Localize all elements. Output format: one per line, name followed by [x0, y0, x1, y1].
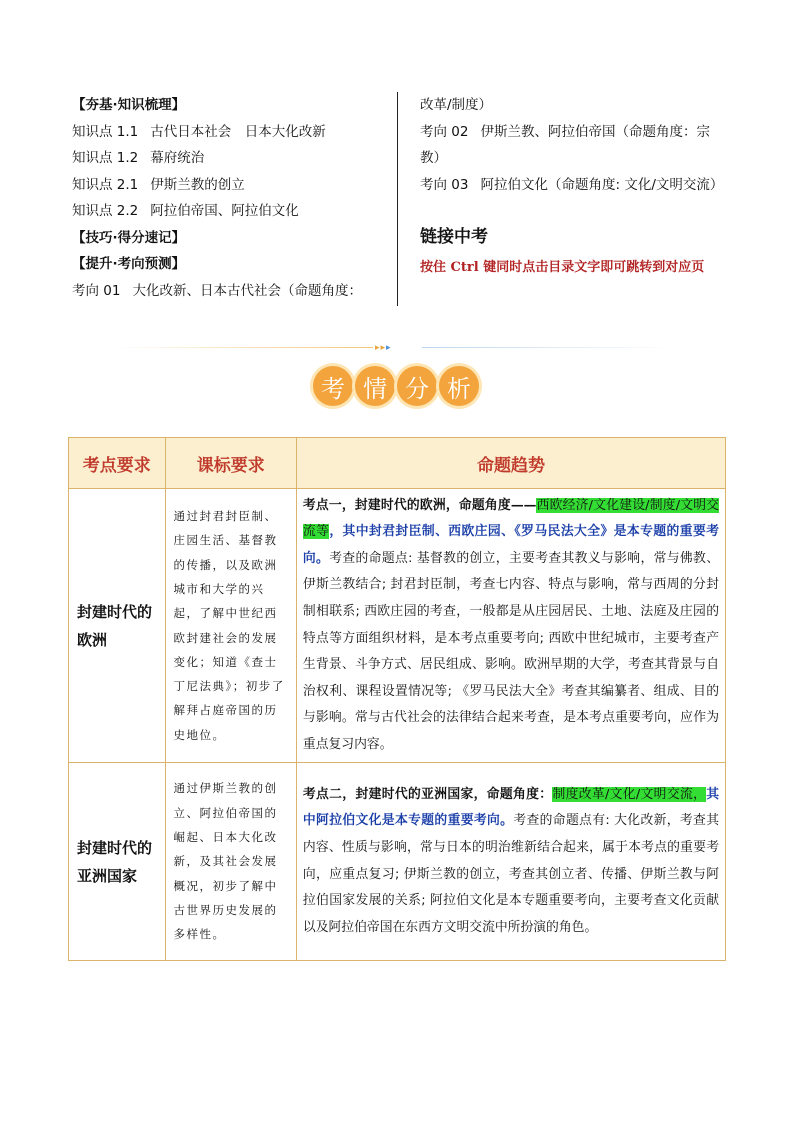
table-row [69, 489, 726, 763]
toc-head-1[interactable]: 【夯基·知识梳理】 [72, 97, 186, 113]
toc-item-kx-01[interactable] [72, 278, 392, 305]
toc-num: 考向 02 [420, 123, 469, 140]
section-divider-right [422, 347, 677, 348]
toc-text: 阿拉伯帝国、阿拉伯文化 [150, 203, 299, 219]
header-topic: 考点要求 [69, 438, 166, 489]
section-badge-char: 析 [439, 366, 479, 406]
analysis-table [68, 437, 726, 961]
topic-cell [69, 489, 166, 763]
standard-cell [165, 489, 296, 763]
topic-cell [69, 763, 166, 961]
toc-text: 伊斯兰教的创立 [150, 176, 245, 193]
trend-lead: 考点一，封建时代的欧洲，命题角度—— [302, 497, 537, 513]
toc-num: 知识点 2.2 [72, 203, 139, 219]
header-trend: 命题趋势 [296, 438, 725, 489]
divider-arrow-icon: ▸▸▸ [375, 343, 392, 353]
toc-right [420, 92, 730, 198]
trend-lead: 考点二，封建时代的亚洲国家，命题角度： [302, 786, 553, 802]
toc-num: 考向 03 [420, 176, 469, 193]
trend-highlight: 西欧经济/文化建设/制度/文明交流等 [302, 497, 720, 540]
trend-text [297, 491, 725, 761]
toc-left [72, 92, 392, 304]
toc-item-kx-03[interactable] [420, 172, 730, 199]
toc-item-kx-01-cont[interactable] [420, 92, 730, 119]
standard-cell [165, 763, 296, 961]
toc-head-2[interactable]: 【技巧·得分速记】 [72, 229, 186, 246]
toc-num: 知识点 1.2 [72, 150, 139, 166]
toc-item-2-1[interactable] [72, 172, 392, 199]
link-title[interactable]: 链接中考 [420, 227, 488, 247]
standard-text: 通过伊斯兰教的创立、阿拉伯帝国的崛起、日本大化改新，及其社会发展概况，初步了解中古世界历史发展的多样性。 [173, 781, 278, 942]
table-header-row [69, 438, 726, 489]
toc-text: 幕府统治 [150, 150, 205, 166]
toc-num: 知识点 2.1 [72, 176, 139, 193]
section-badge-char: 分 [397, 366, 437, 406]
toc-item-kx-02[interactable] [420, 119, 730, 146]
table-row [69, 763, 726, 961]
trend-body: 考查的命题点: 基督教的创立，主要考查其教义与影响，常与佛教、伊斯兰教结合; 封君封臣制，考查七内容、特点与影响，常与西周的分封制相联系; 西欧庄园的考查，一般都是从庄园居民、土地、法庭及庄园的特点等方面组织材料，是本考点重要考向; 西欧中世纪城市，主要考查产生背景、斗争方式、居民组成、影响。欧洲早期的大学，考查其背景与自治权利、课程设置情况等; 《罗马民法大全》考查其编纂者、组成、目的与影响。常与古代社会的法律结合起来考查，是本考点重要考向，应作为重点复习内容。 [302, 550, 719, 752]
trend-emphasis: ，其中封君封臣制、西欧庄园、《罗马民法大全》是本专题的重要考向。 [302, 524, 719, 566]
section-title-badges [313, 366, 479, 406]
header-standard: 课标要求 [165, 438, 296, 489]
toc-head-3[interactable]: 【提升·考向预测】 [72, 256, 186, 272]
toc-text: 古代日本社会 日本大化改新 [150, 123, 326, 140]
trend-cell [296, 489, 725, 763]
toc-text: 大化改新、日本古代社会（命题角度： [132, 282, 362, 299]
standard-text: 通过封君封臣制、庄园生活、基督教的传播，以及欧洲城市和大学的兴起，了解中世纪西欧封建社会的发展变化；知道《查士丁尼法典》；初步了解拜占庭帝国的历史地位。 [173, 509, 285, 742]
section-divider-left [115, 347, 373, 348]
trend-text [297, 780, 725, 944]
toc-item-2-2[interactable] [72, 198, 392, 225]
section-badge-char: 情 [355, 366, 395, 406]
section-badge-char: 考 [313, 366, 353, 406]
toc-num: 考向 01 [72, 282, 121, 299]
link-note: 按住 Ctrl 键同时点击目录文字即可跳转到对应页 [420, 260, 705, 275]
topic-text: 封建时代的欧洲 [77, 602, 153, 649]
trend-highlight: 制度改革/文化/文明交流， [552, 786, 707, 802]
trend-cell [296, 763, 725, 961]
toc-text: 伊斯兰教、阿拉伯帝国（命题角度：宗 [480, 123, 710, 140]
toc-item-1-2[interactable] [72, 145, 392, 172]
toc-text: 教） [420, 150, 447, 166]
toc-item-kx-02-cont[interactable] [420, 145, 730, 172]
toc-column-divider [397, 92, 398, 306]
trend-body: 考查的命题点有: 大化改新，考查其内容、性质与影响，常与日本的明治维新结合起来，属于本考点的重要考向，应重点复习; 伊斯兰教的创立，考查其创立者、传播、伊斯兰教与阿拉伯国家发展的关系; 阿拉伯文化是本专题重要考向，主要考查文化贡献以及阿拉伯帝国在东西方文明交流中所扮演的角色。 [302, 813, 719, 935]
toc-item-1-1[interactable] [72, 119, 392, 146]
trend-emphasis: 其中阿拉伯文化是本专题的重要考向。 [302, 786, 720, 829]
topic-text: 封建时代的亚洲国家 [77, 838, 153, 885]
toc-text: 阿拉伯文化（命题角度: 文化/文明交流） [480, 176, 724, 193]
toc-num: 知识点 1.1 [72, 123, 139, 140]
toc-text: 改革/制度） [420, 97, 493, 113]
